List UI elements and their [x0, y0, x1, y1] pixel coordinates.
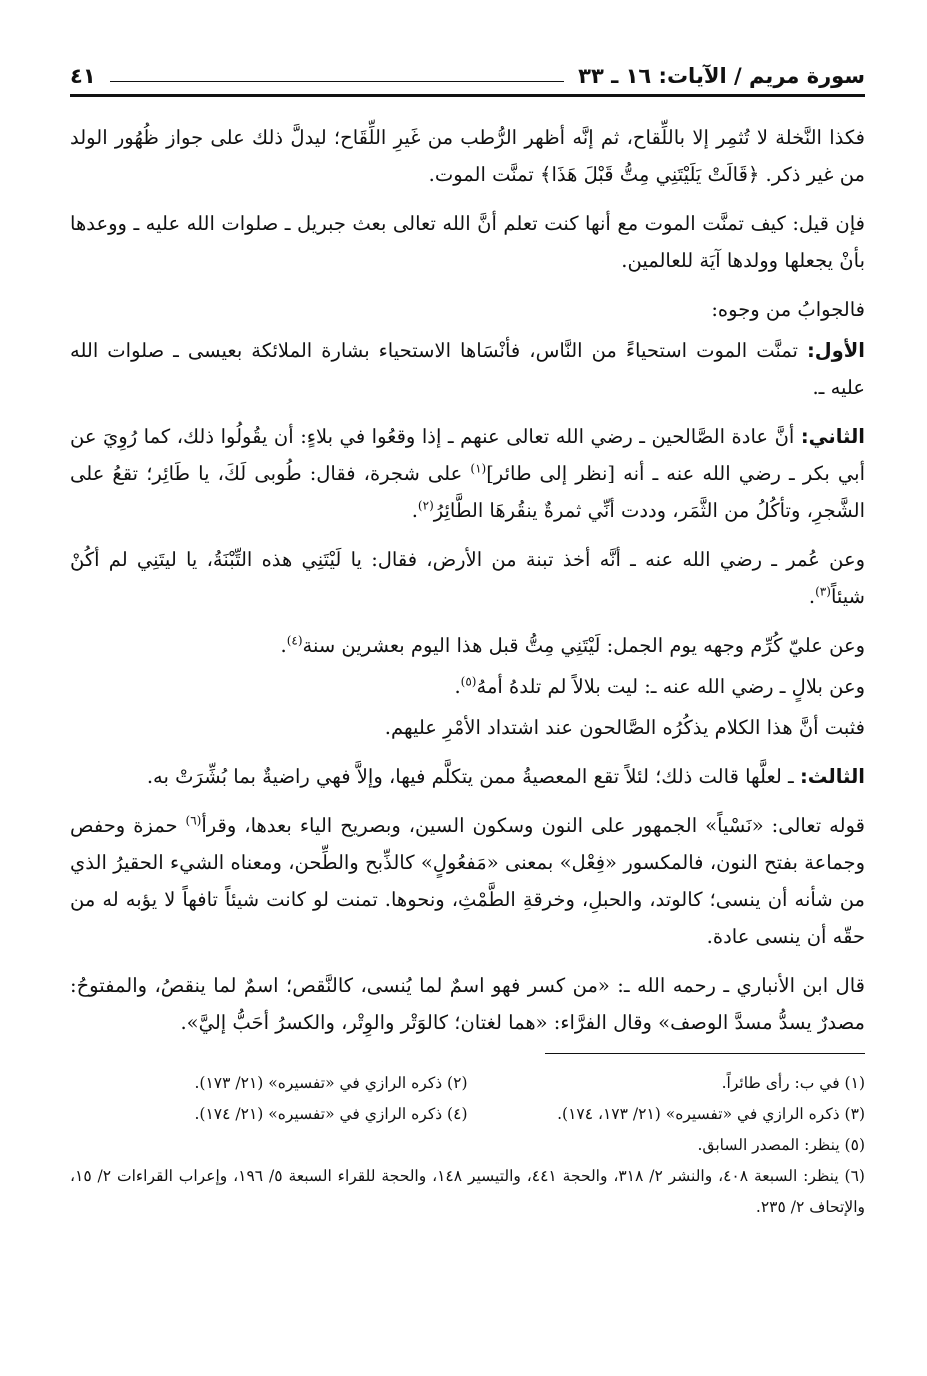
page-number: ٤١ [70, 64, 96, 88]
paragraph-third-point: الثالث: ـ لعلَّها قالت ذلك؛ لئلاً تقع المعصيةُ ممن يتكلَّم فيها، وإلاَّ فهي راضيةٌ بما بُشِّرَتْ به. [146, 765, 865, 788]
footnote-ref-5: (٥) [460, 674, 477, 689]
footnote-3: (٣) ذكره الرازي في «تفسيره» (٢١/ ١٧٣، ١٧٤). [557, 1105, 865, 1123]
paragraph-first-point: الأول: تمنَّت الموت استحياءً من النَّاس، فأنْسَاها الاستحياء بشارة الملائكة بعيسى ـ صلوات الله عليه ـ. [70, 339, 865, 399]
footnote-1: (١) في ب: رأى طائراً. [721, 1074, 865, 1092]
paragraph-bilal: وعن بلالٍ ـ رضي الله عنه ـ: ليت بلالاً لم تلدهُ أمهُ$^{(٥)}$. [454, 674, 865, 698]
paragraph-conclusion: فثبت أنَّ هذا الكلام يذكُرُه الصَّالحون عند اشتداد الأمْرِ عليهم. [384, 716, 865, 739]
paragraph-second-point: الثاني: أنَّ عادة الصَّالحين ـ رضي الله تعالى عنهم ـ إذا وقعُوا في بلاءٍ: أن يقُولُوا ذلك، كما رُوِيَ عن أبي بكر ـ رضي الله عنه ـ أنه [نظر إلى طائر]$^{(١)}$ على شجرة، فقال: طُوبى لَكَ، يا طَائِر؛ تقعُ على الشَّجرِ، وتأكُلُ من الثَّمَر، وددت أنِّي ثمرةٌ ينقُرهَا الطَّائِرُ$^{(٢)}$. [70, 425, 865, 522]
footnote-ref-4: (٤) [286, 633, 303, 648]
paragraph-1: فكذا النَّخلة لا تُثمِر إلا باللِّقاح، ثم إنَّه أظهر الرُّطب من غَيرِ اللِّقَاح؛ ليدلَّ ذلك على جواز ظُهُور الولد من غير ذكر. ﴿قَالَتْ يَلَيْتَنِي مِتُّ قَبْلَ هَذَا﴾ تمنَّت الموت. [70, 126, 865, 186]
header-title: سورة مريم / الآيات: ١٦ ـ ٣٣ [578, 64, 865, 88]
footnote-separator [545, 1053, 865, 1054]
book-page [70, 48, 865, 1223]
paragraph-umar: وعن عُمر ـ رضي الله عنه ـ أنَّه أخذ تبنة من الأرض، فقال: يا لَيْتَنِي هذه التِّبْنَةُ، يا ليتَنِي لم أكُنْ شيئاً$^{(٣)}$. [70, 548, 865, 608]
paragraph-ibn-anbari: قال ابن الأنباري ـ رحمه الله ـ: «من كسر فهو اسمٌ لما يُنسى، كالنَّقص؛ اسمٌ لما ينقصُ، والمفتوحُ: مصدرٌ يسدُّ مسدَّ الوصف» وقال الفرَّاء: «هما لغتان؛ كالوَتْر والوِتْر، والكسرُ أحَبُّ إليَّ». [70, 974, 865, 1034]
footnote-ref-3: (٣) [815, 584, 831, 599]
footnotes [70, 1068, 865, 1223]
main-text [70, 119, 865, 1041]
footnote-ref-2: (٢) [417, 498, 434, 513]
running-header [70, 48, 865, 97]
footnote-row [70, 1099, 865, 1130]
paragraph-3: فالجوابُ من وجوه: [711, 298, 865, 321]
footnote-ref-6: (٦) [185, 813, 202, 828]
footnote-5: (٥) ينظر: المصدر السابق. [697, 1136, 865, 1154]
point-label-first: الأول: [806, 339, 865, 362]
paragraph-nasyan: قوله تعالى: «نَسْياً» الجمهور على النون وسكون السين، وبصريح الياء بعدها، وقرأ$^{(٦)}$ حمزة وحفص وجماعة بفتح النون، فالمكسور «فِعْل» بمعنى «مَفعُولٍ» كالذِّبح والطِّحن، ومعناه الشيء الحقيرُ الذي من شأنه أن ينسى؛ كالوتد، والحبلِ، وخرقةِ الطَّمْثِ، ونحوها. تمنت لو كانت شيئاً تافهاً لا يؤبه له من حقّه أن ينسى عادة. [70, 813, 865, 948]
footnote-row [70, 1068, 865, 1099]
point-label-third: الثالث: [799, 765, 865, 788]
paragraph-2: فإن قيل: كيف تمنَّت الموت مع أنها كنت تعلم أنَّ الله تعالى بعث جبريل ـ صلوات الله عليه ـ ووعدها بأنْ يجعلها وولدها آيَة للعالمين. [70, 212, 865, 272]
footnote-ref-1: (١) [470, 461, 487, 476]
footnote-2: (٢) ذكره الرازي في «تفسيره» (٢١/ ١٧٣). [194, 1074, 468, 1092]
point-label-second: الثاني: [800, 425, 865, 448]
paragraph-ali: وعن عليّ كُرِّم وجهه يوم الجمل: لَيْتَنِي مِتُّ قبل هذا اليوم بعشرين سنة$^{(٤)}$. [280, 633, 865, 657]
footnote-6: (٦) ينظر: السبعة ٤٠٨، والنشر ٢/ ٣١٨، والحجة ٤٤١، والتيسير ١٤٨، والحجة للقراء السبعة ٥/ ١٩٦، وإعراب القراءات ٢/ ١٥، والإتحاف ٢/ ٢٣٥. [70, 1167, 865, 1216]
header-rule [110, 81, 565, 82]
footnote-4: (٤) ذكره الرازي في «تفسيره» (٢١/ ١٧٤). [194, 1105, 468, 1123]
